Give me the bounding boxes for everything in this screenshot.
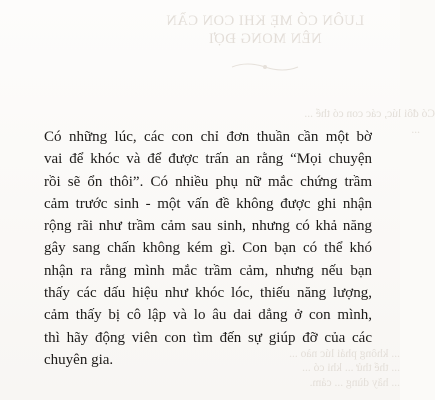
paragraph-line: chuyên gia. (44, 351, 114, 368)
reverse-page-text: ... thể thử ... khi có ... (302, 362, 400, 374)
paragraph-line: cảm trước sinh - một vấn đề không được ghi nhận (44, 195, 372, 212)
body-paragraph (44, 126, 372, 371)
paragraph-line: thấy các dấu hiệu như khóc lóc, thiếu năng lượng, (44, 285, 372, 302)
paragraph-line: rộng rãi như trầm cảm sau sinh, nhưng có khả năng (44, 218, 372, 235)
paragraph-line: nhận ra rằng mình mắc trầm cảm, nhưng nếu bạn (44, 262, 372, 279)
reverse-page-text: ... (411, 124, 420, 136)
reverse-heading-line: NÊN MONG ĐỢI (208, 31, 322, 47)
paragraph-line: cảm thấy bị cô lập và lo âu dai dẳng ở con mình, (44, 307, 372, 324)
paragraph-line: vai để khóc và để được trấn an rằng “Mọi chuyện (44, 151, 372, 168)
paragraph-line: thì hãy động viên con tìm đến sự giúp đỡ của các (44, 329, 372, 346)
reverse-page-text: ... hãy dùng ... cảm. (309, 377, 400, 389)
paragraph-line: Có những lúc, các con chỉ đơn thuần cần một bờ (44, 129, 372, 145)
paragraph-line: gây sang chấn không kém gì. Con bạn có thể khó (44, 240, 372, 257)
reverse-page-text: Có đôi lúc, các con có thể ... (304, 108, 435, 120)
ornament-icon (230, 60, 300, 74)
reverse-heading-line: LUÔN CÓ MẸ KHI CON CẦN (165, 13, 365, 29)
paragraph-line: rồi sẽ ổn thôi”. Có nhiều phụ nữ mắc chứng trầm (44, 173, 372, 190)
reverse-page-heading (140, 12, 390, 48)
reverse-page-text: ... không phải lúc nào ... (289, 348, 400, 360)
